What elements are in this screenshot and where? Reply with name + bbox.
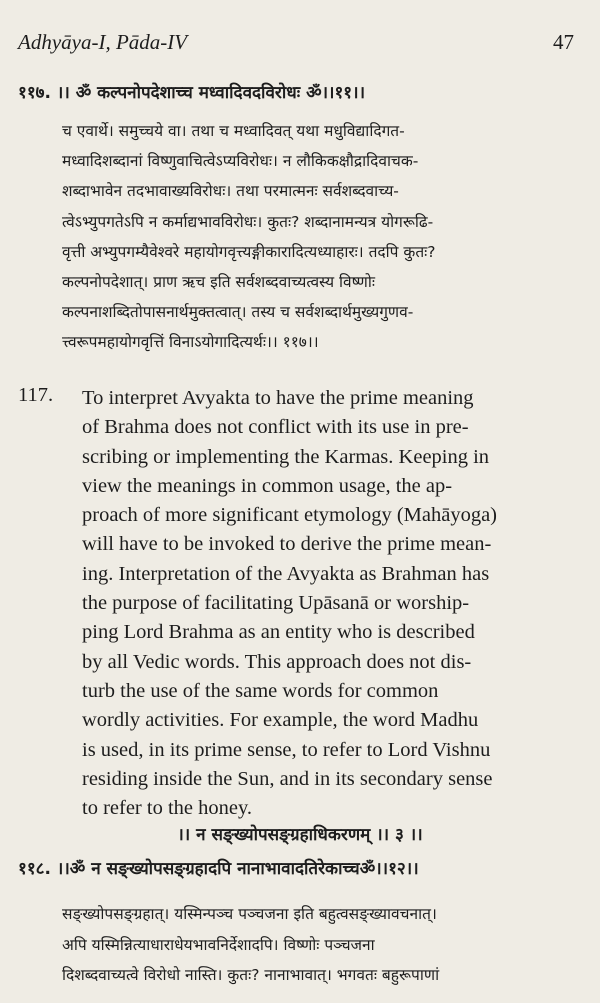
commentary-line: त्त्वरूपमहायोगवृत्तिं विनाऽयोगादित्यर्थः।। ११७।। [62, 333, 319, 352]
commentary-line: कल्पनोपदेशात्। प्राण ऋच इति सर्वशब्दवाच्यत्वस्य विष्णोः [62, 273, 375, 292]
page-number: 47 [553, 30, 574, 54]
translation-line: ping Lord Brahma as an entity who is described [82, 621, 475, 644]
translation-line: proach of more significant etymology (Mahāyoga) [82, 504, 497, 527]
commentary-line: कल्पनाशब्दितोपासनार्थमुक्तत्वात्। तस्य च सर्वशब्दार्थमुख्यगुणव- [62, 303, 414, 322]
translation-line: view the meanings in common usage, the ap- [82, 474, 453, 497]
running-header [18, 30, 574, 60]
translation-line: is used, in its prime sense, to refer to Lord Vishnu [82, 738, 491, 761]
commentary-line: च एवार्थे। समुच्चये वा। तथा च मध्वादिवत् यथा मधुविद्यादिगत- [62, 122, 405, 140]
translation-line: the purpose of facilitating Upāsanā or worship- [82, 592, 470, 615]
sutra-118-heading: ११८. ।।ॐ न सङ्ख्योपसङ्ग्रहादपि नानाभावादतिरेकाच्चॐ।।१२।। [18, 859, 419, 879]
translation-line: residing inside the Sun, and in its secondary sense [82, 767, 493, 790]
sutra-117-heading: ११७. ।। ॐ कल्पनोपदेशाच्च मध्वादिवदविरोधः ॐ।।११।। [18, 83, 366, 103]
commentary-line: मध्वादिशब्दानां विष्णुवाचित्वेऽप्यविरोधः। न लौकिकक्षौद्रादिवाचक- [62, 152, 419, 171]
sanskrit-commentary-118 [62, 899, 578, 991]
translation-line: will have to be invoked to derive the prime mean- [82, 533, 492, 556]
translation-line: to refer to the honey. [82, 797, 253, 820]
translation-line: wordly activities. For example, the word Madhu [82, 709, 479, 732]
translation-line: To interpret Avyakta to have the prime meaning [82, 387, 474, 409]
commentary-line: अपि यस्मिन्नित्याधाराधेयभावनिर्देशादपि। विष्णोः पञ्चजना [62, 935, 375, 954]
translation-line: by all Vedic words. This approach does not dis- [82, 650, 472, 673]
sanskrit-commentary-117 [62, 116, 578, 358]
commentary-line: वृत्ती अभ्युपगम्यैवेश्वरे महायोगवृत्त्यङ्गीकारादित्यध्याहारः। तदपि कुतः? [62, 242, 436, 261]
commentary-line: सङ्ख्योपसङ्ग्रहात्। यस्मिन्पञ्च पञ्चजना इति बहुत्वसङ्ख्यावचनात्। [62, 905, 437, 923]
translation-line: ing. Interpretation of the Avyakta as Brahman has [82, 562, 490, 585]
translation-line: of Brahma does not conflict with its use in pre- [82, 416, 469, 439]
translation-line: turb the use of the same words for common [82, 679, 439, 702]
english-translation-117 [82, 384, 576, 823]
translation-number: 117. [18, 384, 54, 406]
commentary-line: त्वेऽभ्युपगतेऽपि न कर्माद्यभावविरोधः। कुतः? शब्दानामन्यत्र योगरूढि- [62, 212, 434, 231]
translation-line: scribing or implementing the Karmas. Keeping in [82, 445, 490, 468]
chapter-title: Adhyāya-I, Pāda-IV [18, 30, 188, 54]
section-heading: ।। न सङ्ख्योपसङ्ग्रहाधिकरणम् ।। ३ ।। [177, 825, 423, 845]
commentary-line: शब्दाभावेन तदभावाख्यविरोधः। तथा परमात्मनः सर्वशब्दवाच्य- [62, 182, 399, 201]
commentary-line: दिशब्दवाच्यत्वे विरोधो नास्ति। कुतः? नानाभावात्। भगवतः बहुरूपाणां [62, 966, 440, 984]
